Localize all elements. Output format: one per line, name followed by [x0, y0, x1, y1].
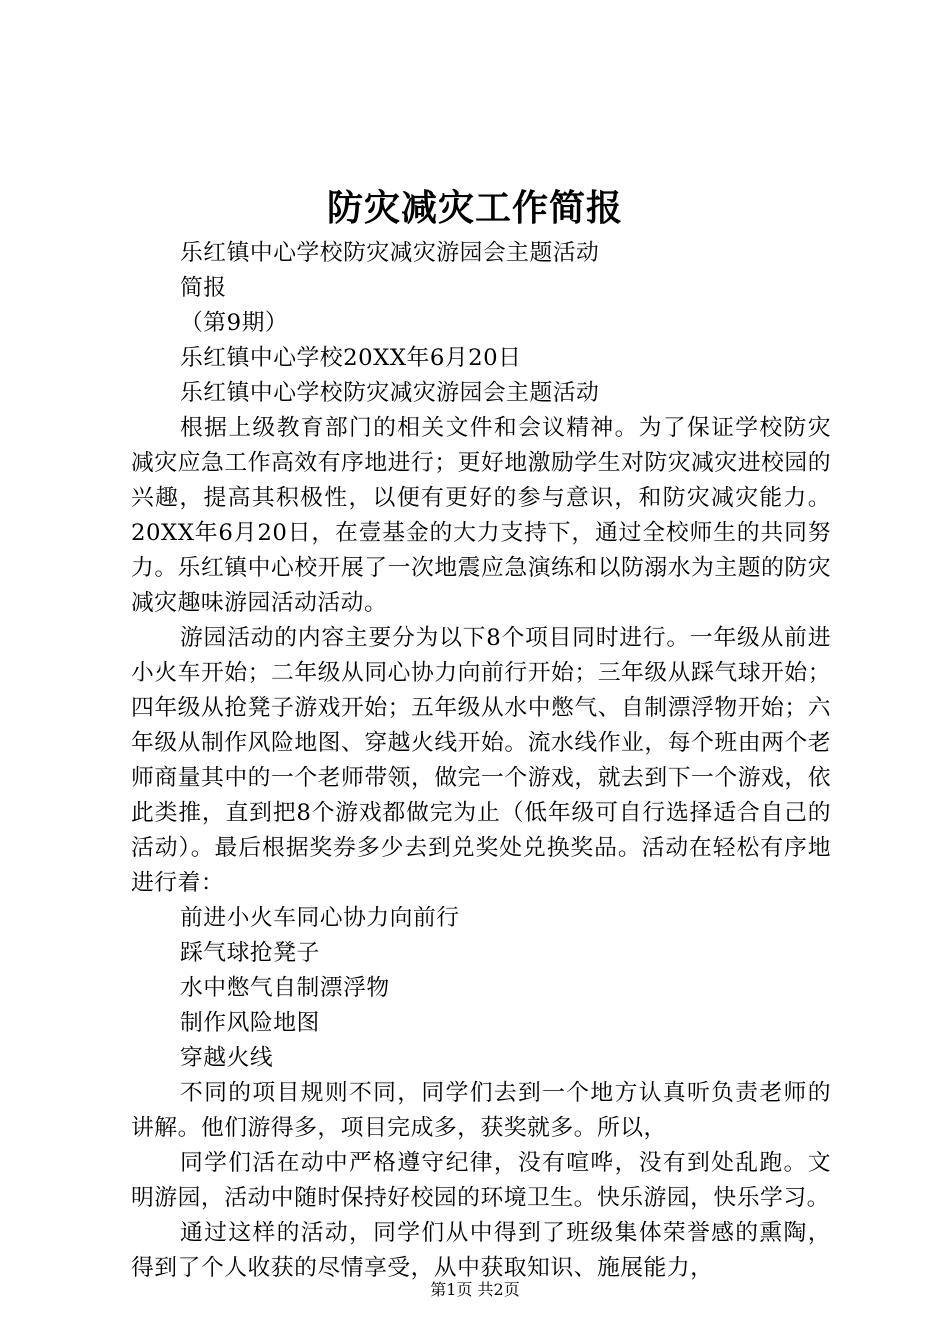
subtitle-line: 乐红镇中心学校防灾减灾游园会主题活动: [180, 240, 600, 266]
paragraph: 同学们活在动中严格遵守纪律，没有喧哗，没有到处乱跑。文明游园，活动中随时保持好校园的环境卫生。快乐游园，快乐学习。: [131, 1150, 831, 1211]
document-body: [131, 236, 831, 1286]
activity-item: 制作风险地图: [180, 1010, 320, 1036]
section-heading: 乐红镇中心学校防灾减灾游园会主题活动: [180, 380, 600, 406]
page-footer: 第1页 共2页: [430, 1280, 520, 1299]
activity-item: 前进小火车同心协力向前行: [180, 905, 460, 931]
issue-date: 乐红镇中心学校20XX年6月20日: [180, 345, 522, 371]
activity-item: 水中憋气自制漂浮物: [180, 975, 390, 1001]
paragraph: 游园活动的内容主要分为以下8个项目同时进行。一年级从前进小火车开始；二年级从同心协力向前行开始；三年级从踩气球开始；四年级从抢凳子游戏开始；五年级从水中憋气、自制漂浮物开始；六年级从制作风险地图、穿越火线开始。流水线作业，每个班由两个老师商量其中的一个老师带领，做完一个游戏，就去到下一个游戏，依此类推，直到把8个游戏都做完为止（低年级可自行选择适合自己的活动）。最后根据奖券多少去到兑奖处兑换奖品。活动在轻松有序地进行着：: [131, 625, 831, 896]
paragraph: 根据上级教育部门的相关文件和会议精神。为了保证学校防灾减灾应急工作高效有序地进行；更好地激励学生对防灾减灾进校园的兴趣，提高其积极性，以便有更好的参与意识，和防灾减灾能力。20XX年6月20日，在壹基金的大力支持下，通过全校师生的共同努力。乐红镇中心校开展了一次地震应急演练和以防溺水为主题的防灾减灾趣味游园活动活动。: [131, 415, 831, 616]
activity-item: 踩气球抢凳子: [180, 940, 320, 966]
issue-number: （第9期）: [180, 310, 289, 336]
subtitle-line: 简报: [180, 275, 227, 301]
paragraph: 通过这样的活动，同学们从中得到了班级集体荣誉感的熏陶，得到了个人收获的尽情享受，从中获取知识、施展能力，: [131, 1220, 831, 1281]
activity-item: 穿越火线: [180, 1045, 274, 1071]
paragraph: 不同的项目规则不同，同学们去到一个地方认真听负责老师的讲解。他们游得多，项目完成多，获奖就多。所以，: [131, 1080, 831, 1141]
document-title: 防灾减灾工作简报: [326, 187, 623, 229]
